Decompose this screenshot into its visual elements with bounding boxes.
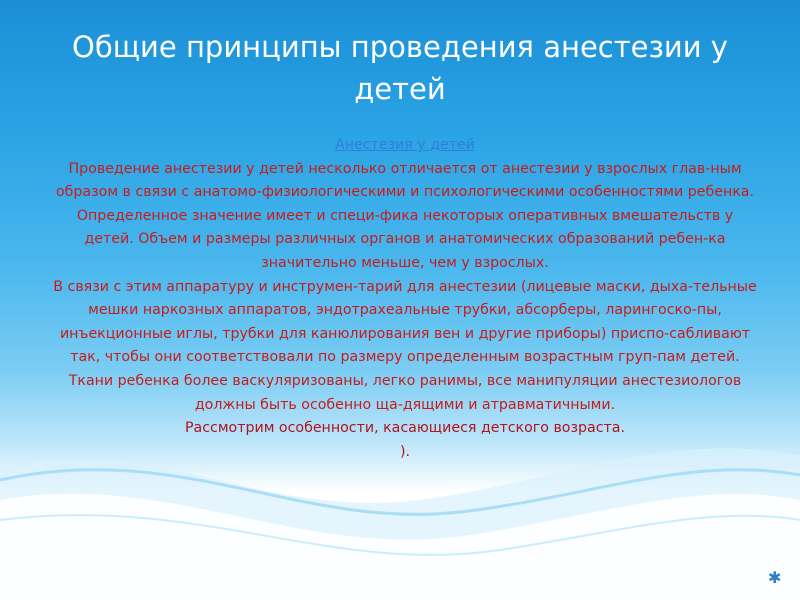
slide-title: Общие принципы проведения анестезии у детей bbox=[72, 30, 728, 106]
slide-body bbox=[52, 134, 758, 464]
paragraph-3: В связи с этим аппаратуру и инструмен-тарий для анестезии (лицевые маски, дыха-тельные мешки наркозных аппаратов, эндотрахеальные трубки, абсорберы, ларингоско-пы, инъекционные иглы, трубки для канюлирования вен и другие приборы) приспо-сабливают так, чтобы они соответствовали по размеру определенным возрастным груп-пам детей. Ткани ребенка более васкуляризованы, легко ранимы, все манипуляции анестезиологов должны быть особенно ща-дящими и атравматичными. bbox=[53, 278, 757, 413]
paragraph-2: Определенное значение имеет и специ-фика некоторых оперативных вмешательств у детей. Объем и размеры различных органов и анатомических образований ребен-ка значительно меньше, чем у взрослых. bbox=[76, 207, 734, 271]
trailing-text: ). bbox=[399, 443, 411, 460]
closing-line: Рассмотрим особенности, касающиеся детского возраста. bbox=[184, 420, 626, 437]
asterisk-icon: ✱ bbox=[768, 568, 782, 587]
subtitle-link[interactable]: Анестезия у детей bbox=[335, 137, 475, 153]
paragraph-1: Проведение анестезии у детей несколько отличается от анестезии у взрослых глав-ным образом в связи с анатомо-физиологическими и психологическими особенностями ребенка. bbox=[55, 160, 754, 201]
